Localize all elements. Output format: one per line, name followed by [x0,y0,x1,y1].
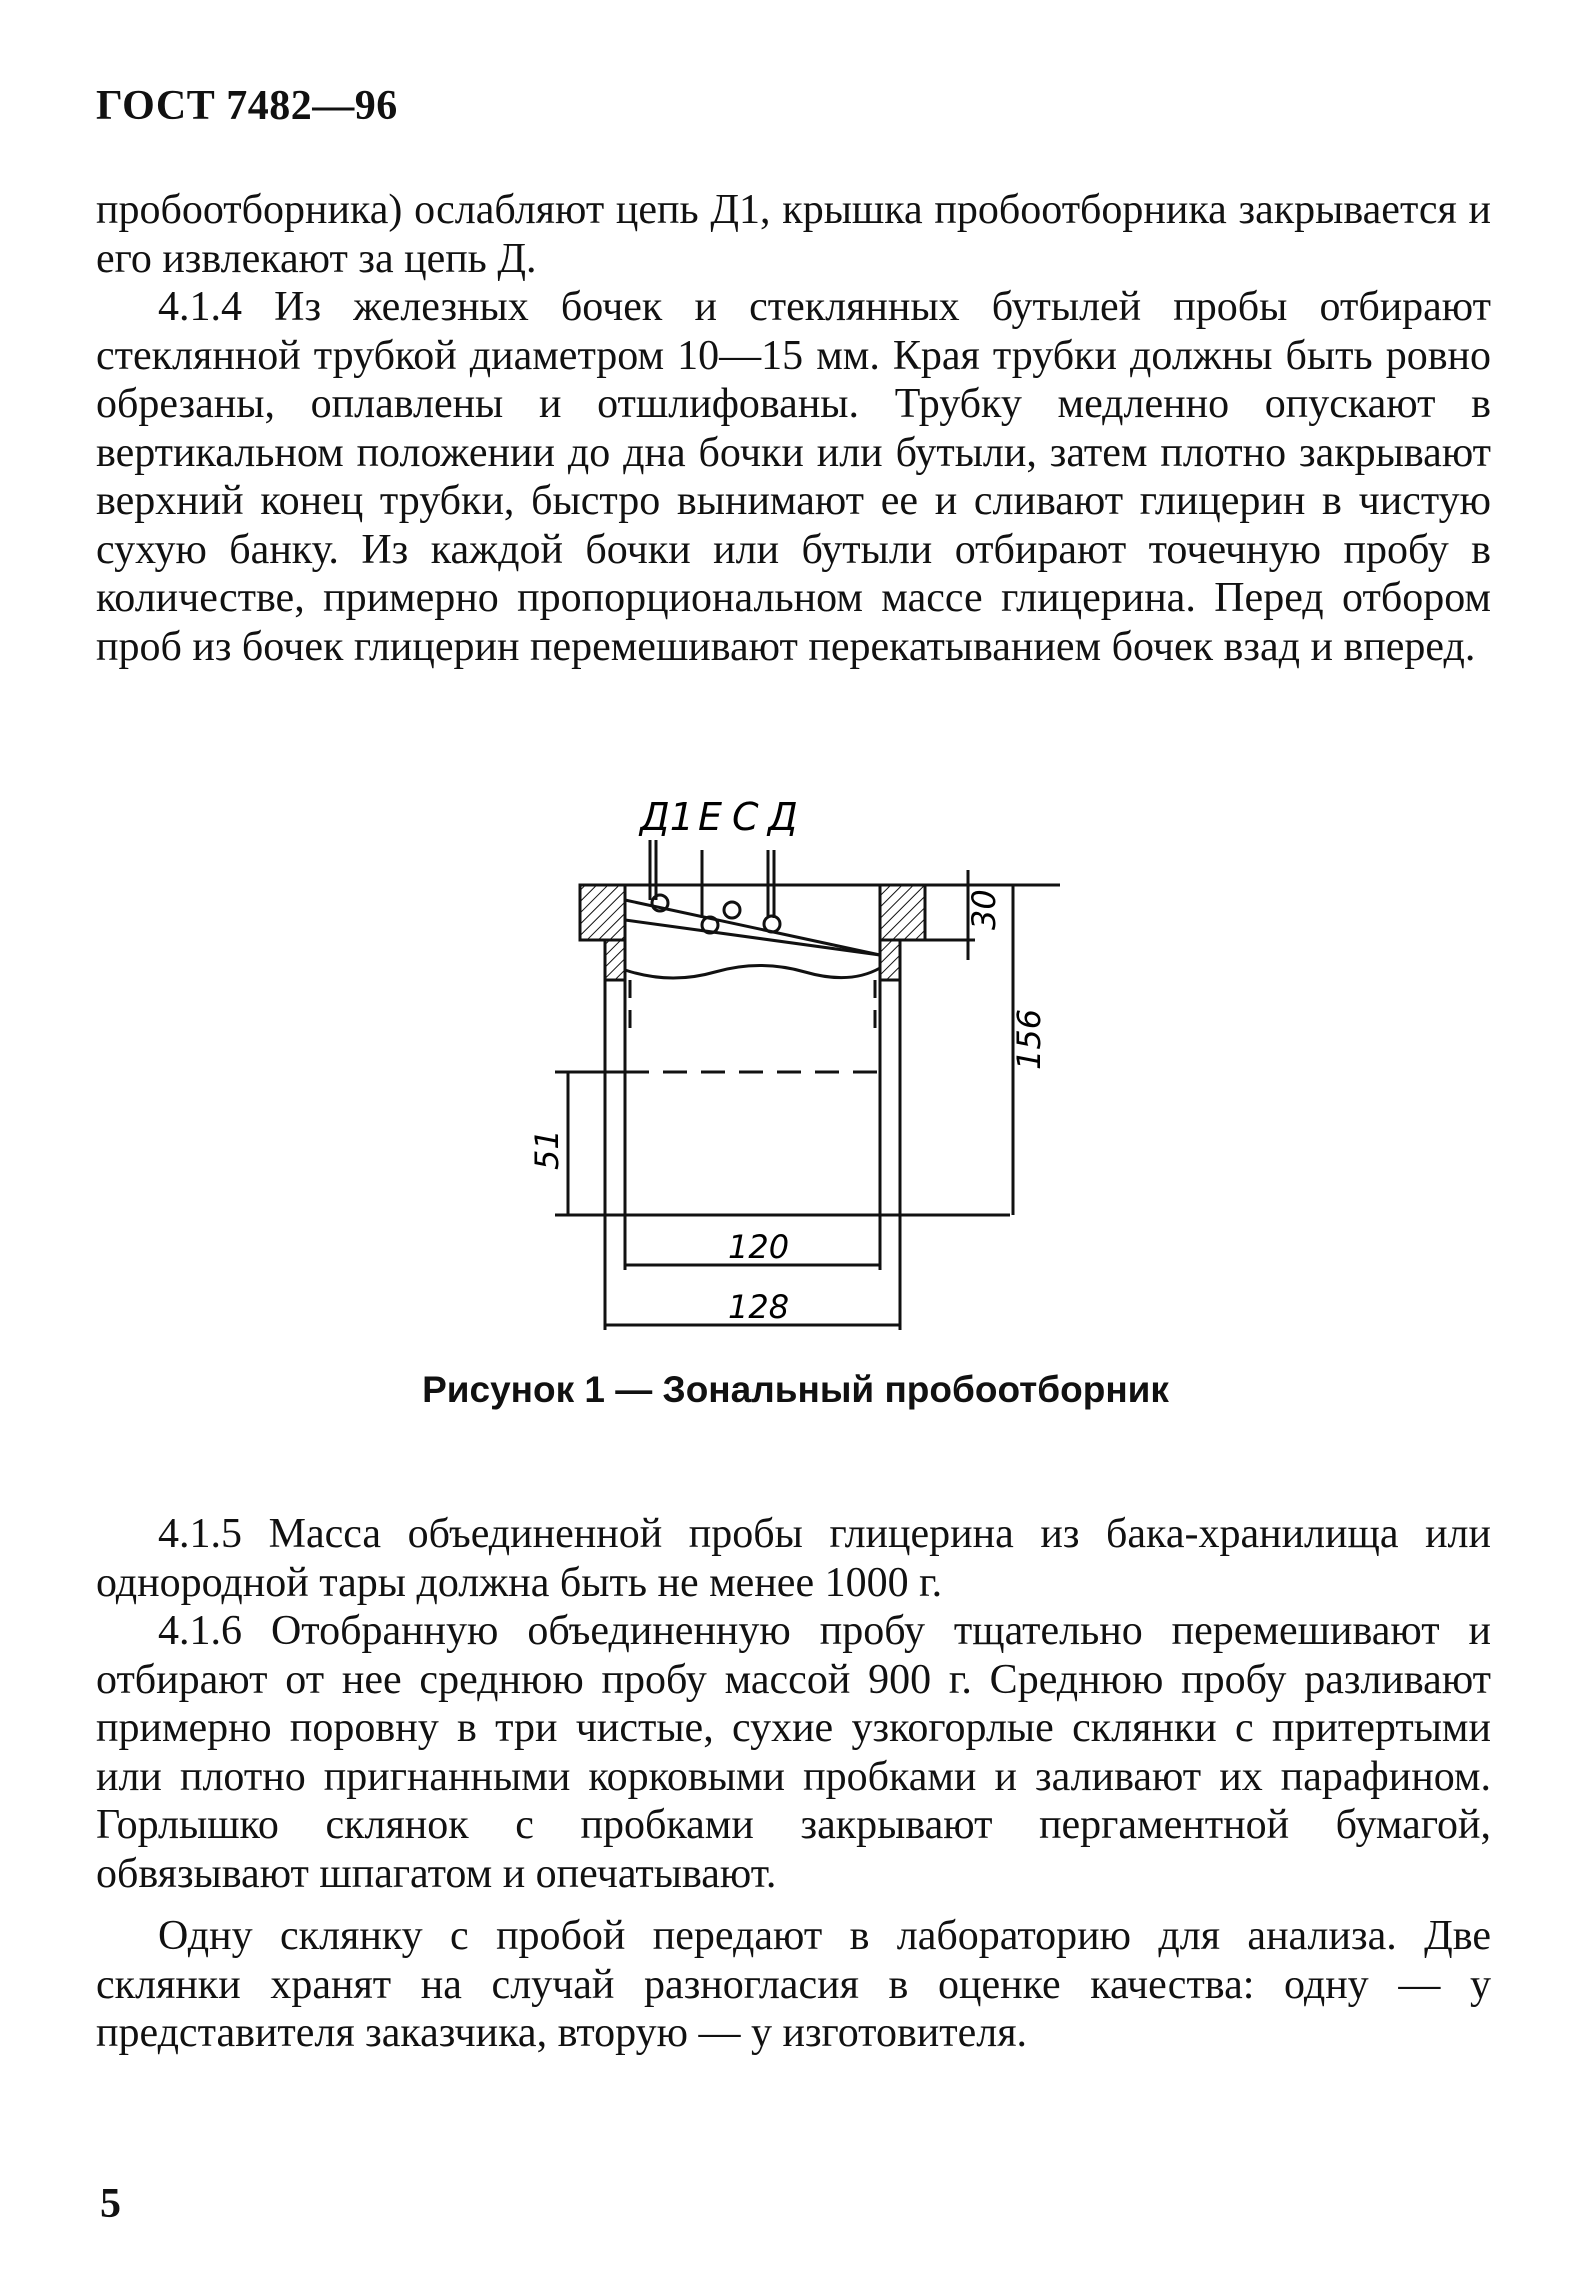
liquid-surface [625,966,880,979]
label-e: Е [698,800,723,839]
text-block-bottom [96,1510,1491,2058]
figure-caption: Рисунок 1 — Зональный пробоотборник [422,1369,1169,1410]
paragraph-continuation: пробоотборника) ослабляют цепь Д1, крышка пробоотборника закрывается и его извлекают за цепь Д. [96,187,1491,282]
dim-30: 30 [965,889,1003,930]
paragraph-4-1-4: 4.1.4 Из железных бочек и стеклянных бутылей пробы отбирают стеклянной трубкой диаметром 10—15 мм. Края трубки должны быть ровно обрезаны, оплавлены и отшлифованы. Трубку медленно опускают в вертикальном положении до дна бочки или бутыли, затем плотно закрывают верхний конец трубки, быстро вынимают ее и сливают глицерин в чистую сухую банку. Из каждой бочки или бутыли отбирают точечную пробу в количестве, примерно пропорциональном массе глицерина. Перед отбором проб из бочек глицерин перемешивают перекатыванием бочек взад и вперед. [96,284,1491,670]
page-number: 5 [100,2181,121,2227]
paragraph-4-1-5: 4.1.5 Масса объединенной пробы глицерина из бака-хранилища или однородной тары должна быть не менее 1000 г. [96,1511,1491,1606]
lid-left-hatch [580,885,625,940]
text-block-top [96,186,1491,671]
label-d: Д [768,800,798,839]
paragraph-4-1-6: 4.1.6 Отобранную объединенную пробу тщательно перемешивают и отбирают от нее среднюю пробу массой 900 г. Среднюю пробу разливают примерно поровну в три чистые, сухие узкогорлые склянки с притертыми или плотно пригнанными корковыми пробками и заливают их парафином. Горлышко склянок с пробками закрывают пергаментной бумагой, обвязывают шпагатом и опечатывают. [96,1608,1491,1897]
lid-right-hatch [880,885,925,940]
standard-header: ГОСТ 7482—96 [96,83,398,129]
dim-128: 128 [728,1288,790,1326]
figure-sampler-drawing [500,800,1120,1360]
dim-51: 51 [528,1129,566,1170]
label-d1: Д1 [640,800,694,839]
paragraph-storage: Одну склянку с пробой передают в лабораторию для анализа. Две склянки хранят на случай разногласия в оценке качества: одну — у представителя заказчика, вторую — у изготовителя. [96,1913,1491,2056]
sampler-diagram [500,800,1120,1360]
label-c: С [732,800,759,839]
lid-slope [625,900,880,955]
dim-156: 156 [1010,1008,1048,1070]
dim-120: 120 [728,1228,790,1266]
